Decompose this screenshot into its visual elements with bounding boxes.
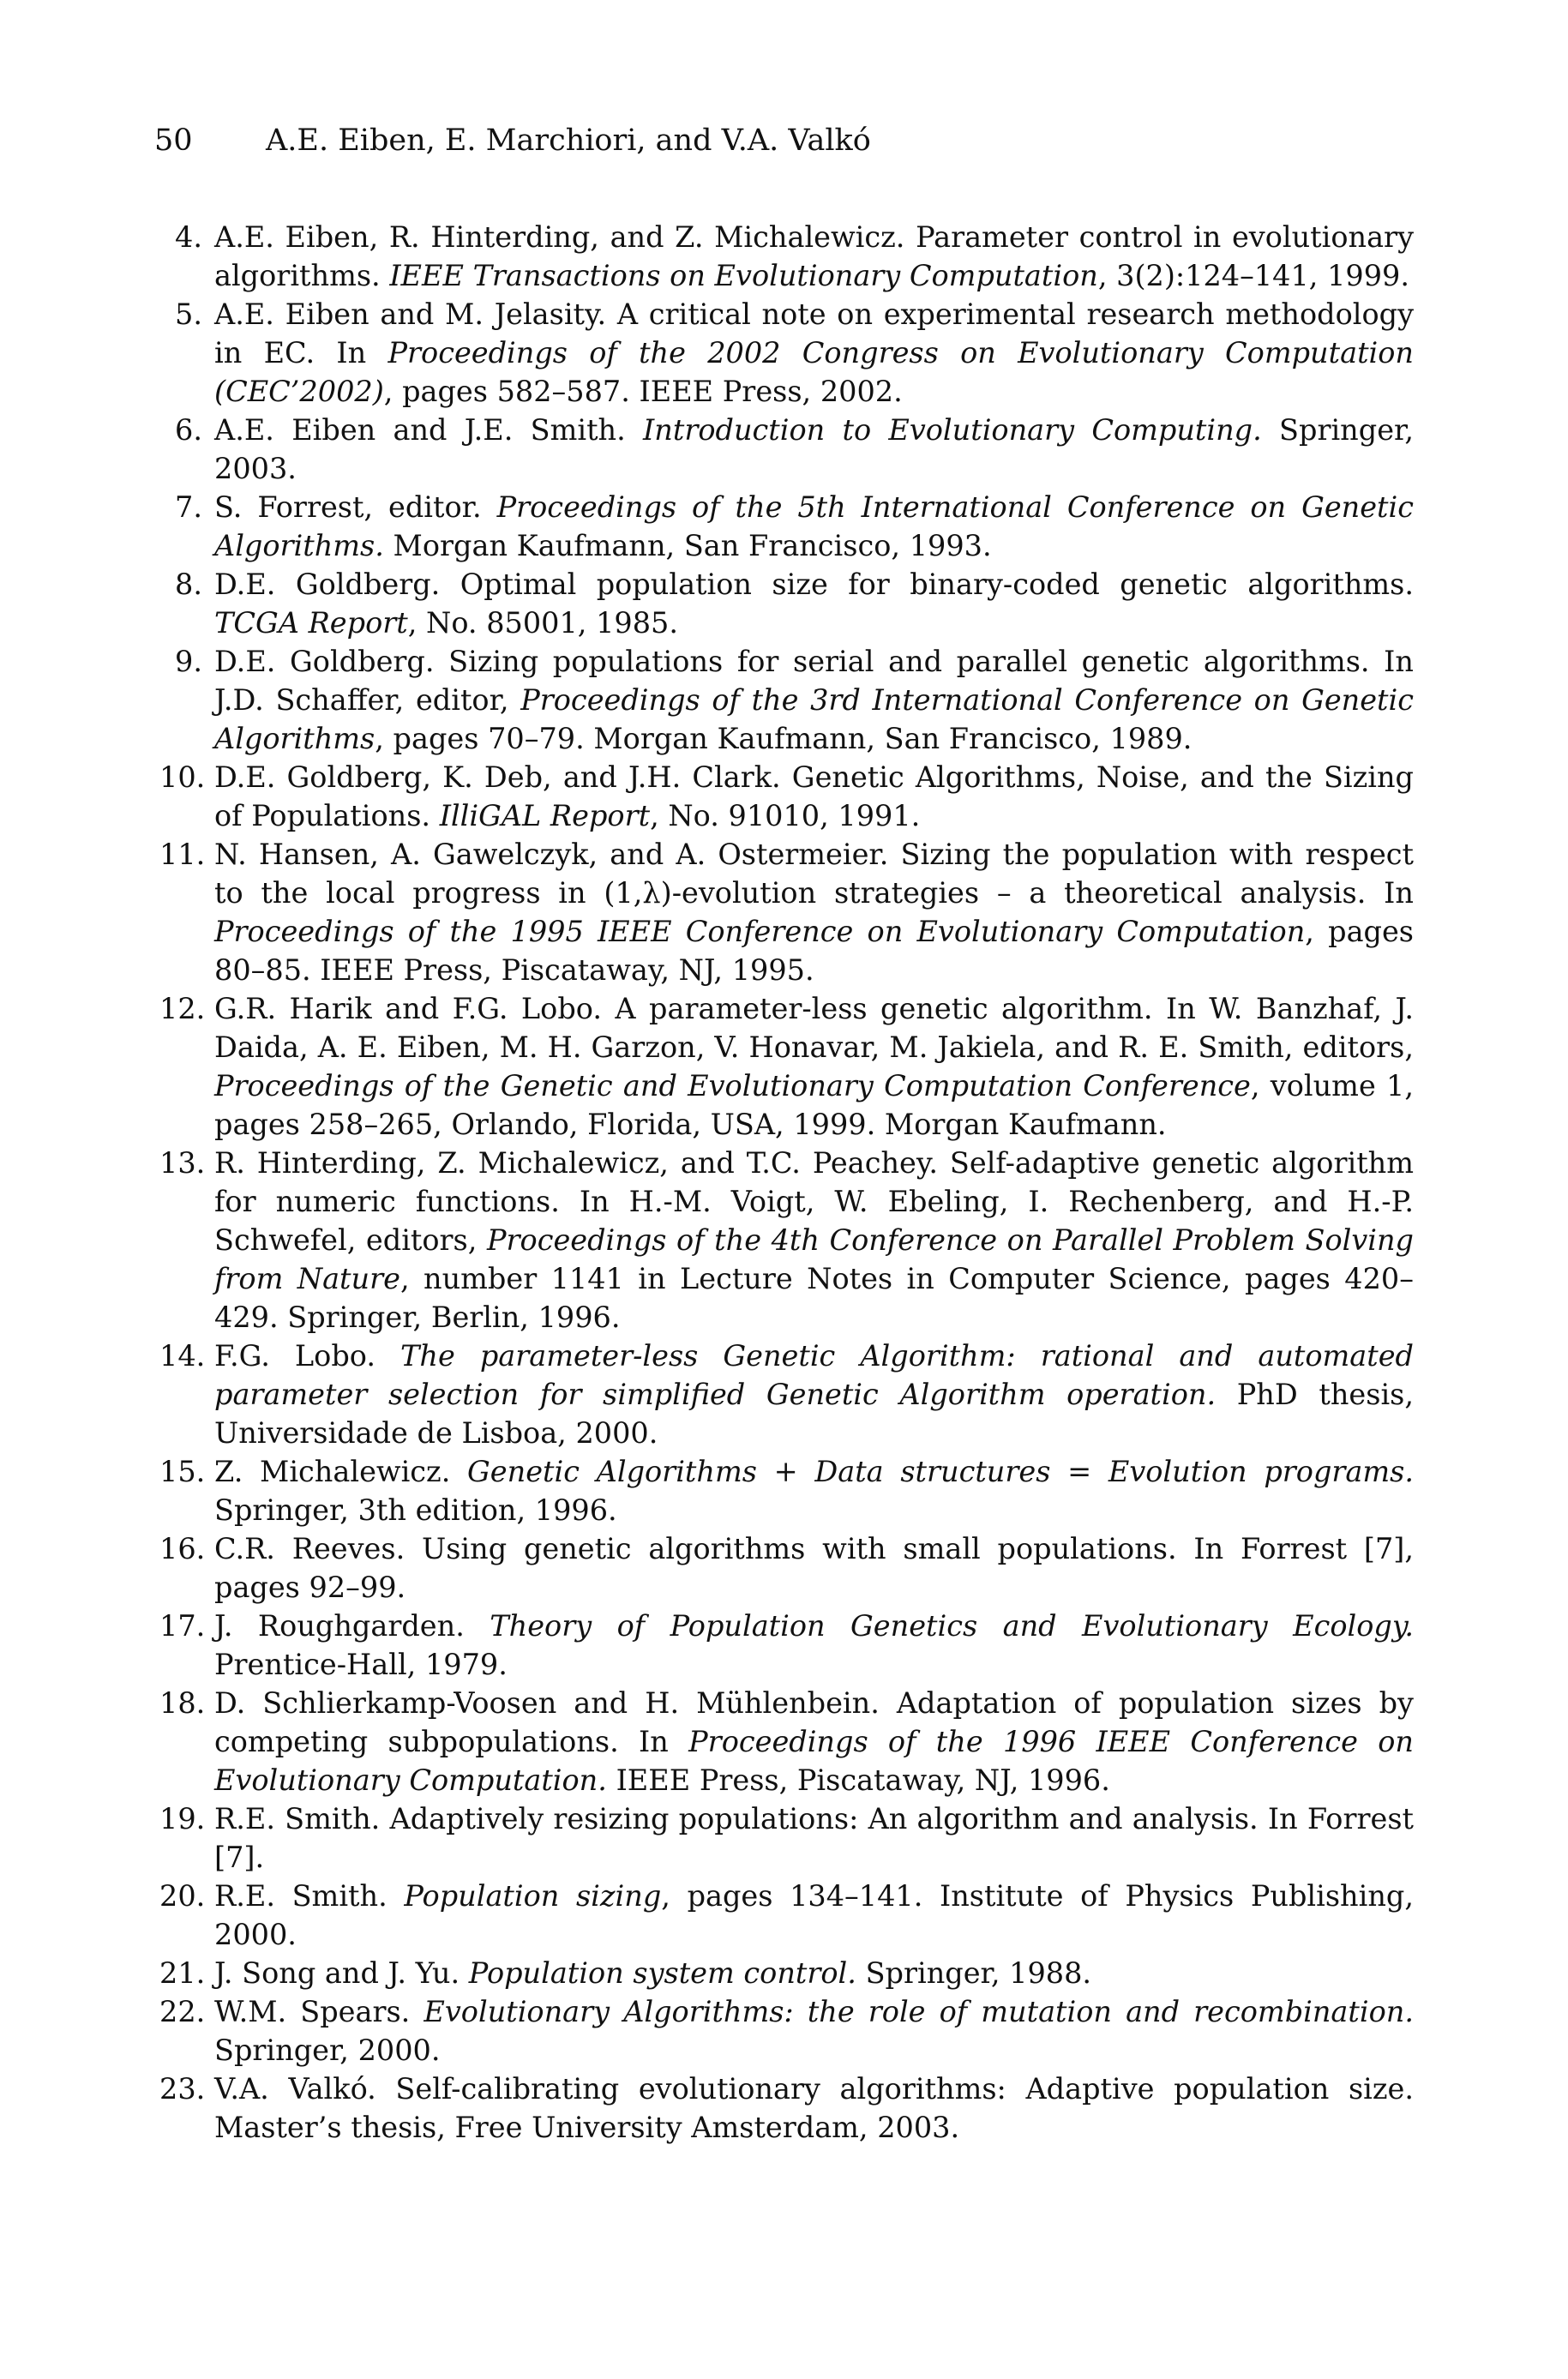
reference-number: 7.	[175, 490, 202, 524]
reference-title-italic: Theory of Population Genetics and Evolutionary Ecology.	[490, 1609, 1414, 1643]
reference-text	[214, 989, 1414, 1144]
reference-item	[165, 411, 1414, 488]
reference-title-italic: Proceedings of the 4th Conference on Parallel Problem Solving from Nature	[214, 1223, 1414, 1295]
reference-number: 10.	[159, 760, 206, 794]
reference-title-italic: IEEE Transactions on Evolutionary Computation	[389, 259, 1098, 292]
reference-text-segment: N. Hansen, A. Gawelczyk, and A. Ostermeier. Sizing the population with respect to the local progress in (1,λ)-evolution strategies – a theoretical analysis. In	[214, 838, 1414, 910]
reference-number: 19.	[159, 1802, 206, 1835]
reference-item	[159, 1877, 1415, 1954]
reference-text-segment: D.E. Goldberg. Sizing populations for serial and parallel genetic algorithms. In J.D. Schaffer, editor,	[214, 645, 1414, 717]
reference-text-segment: A.E. Eiben and J.E. Smith.	[214, 413, 644, 447]
reference-item	[165, 642, 1414, 758]
reference-title-italic: Population system control.	[468, 1956, 856, 1990]
reference-text	[214, 1954, 1414, 1992]
reference-text-segment: , pages 582–587. IEEE Press, 2002.	[383, 375, 903, 408]
reference-text-segment: Springer, 1988.	[856, 1956, 1092, 1990]
reference-text	[214, 1337, 1414, 1452]
reference-item	[159, 1954, 1414, 1992]
reference-item	[165, 565, 1414, 642]
reference-item	[159, 1452, 1414, 1529]
reference-text	[214, 411, 1414, 488]
reference-item	[159, 1607, 1414, 1684]
reference-title-italic: Evolutionary Algorithms: the role of mutation and recombination.	[424, 1995, 1414, 2028]
running-header	[154, 122, 871, 159]
reference-number: 13.	[159, 1146, 206, 1180]
reference-text-segment: PhD thesis, Universidade de Lisboa, 2000.	[214, 1378, 1414, 1450]
reference-text-segment: J. Song and J. Yu.	[214, 1956, 469, 1990]
reference-text-segment: Prentice-Hall, 1979.	[214, 1648, 508, 1681]
reference-text	[214, 488, 1414, 565]
reference-text-segment: R.E. Smith.	[214, 1879, 405, 1913]
reference-text	[214, 1144, 1414, 1337]
reference-text	[214, 835, 1414, 989]
reference-item	[159, 1337, 1414, 1452]
reference-number: 20.	[159, 1879, 206, 1913]
reference-number: 12.	[159, 992, 206, 1025]
reference-item	[165, 218, 1414, 295]
reference-text-segment: , number 1141 in Lecture Notes in Computer Science, pages 420–429. Springer, Berlin, 1996.	[214, 1262, 1414, 1334]
reference-text	[214, 2070, 1414, 2147]
reference-text-segment: Springer, 3th edition, 1996.	[214, 1493, 617, 1527]
reference-text	[214, 1877, 1414, 1954]
reference-number: 22.	[159, 1995, 206, 2028]
reference-number: 9.	[175, 645, 202, 678]
page-number: 50	[154, 123, 193, 158]
reference-text-segment: , pages 80–85. IEEE Press, Piscataway, NJ, 1995.	[214, 915, 1414, 987]
reference-list	[159, 218, 1415, 2147]
reference-text-segment: , No. 85001, 1985.	[407, 606, 678, 640]
reference-number: 18.	[159, 1686, 206, 1720]
reference-number: 6.	[175, 413, 202, 447]
reference-number: 23.	[159, 2072, 206, 2106]
reference-title-italic: TCGA Report	[214, 606, 408, 640]
reference-text	[214, 565, 1414, 642]
reference-text	[214, 642, 1414, 758]
reference-item	[159, 1144, 1414, 1337]
reference-text	[214, 1452, 1414, 1529]
reference-text	[214, 1607, 1414, 1684]
reference-title-italic: Proceedings of the 1995 IEEE Conference on Evolutionary Computation	[214, 915, 1306, 948]
reference-text-segment: Morgan Kaufmann, San Francisco, 1993.	[383, 529, 992, 562]
reference-title-italic: Proceedings of the 5th International Conference on Genetic Algorithms.	[214, 490, 1414, 562]
reference-title-italic: The parameter-less Genetic Algorithm: rational and automated parameter selection for simplified Genetic Algorithm operation.	[214, 1339, 1414, 1411]
reference-text-segment: , volume 1, pages 258–265, Orlando, Florida, USA, 1999. Morgan Kaufmann.	[214, 1069, 1414, 1141]
reference-text-segment: D.E. Goldberg, K. Deb, and J.H. Clark. Genetic Algorithms, Noise, and the Sizing of Populations.	[214, 760, 1414, 832]
reference-text-segment: V.A. Valkó. Self-calibrating evolutionary algorithms: Adaptive population size. Master’s thesis, Free University Amsterdam, 2003.	[214, 2072, 1414, 2144]
reference-text-segment: D.E. Goldberg. Optimal population size for binary-coded genetic algorithms.	[214, 568, 1414, 601]
reference-text-segment: , pages 70–79. Morgan Kaufmann, San Francisco, 1989.	[375, 722, 1193, 755]
reference-text-segment: W.M. Spears.	[214, 1995, 424, 2028]
reference-text	[214, 1992, 1414, 2070]
reference-item	[159, 758, 1414, 835]
reference-title-italic: Proceedings of the 1996 IEEE Conference on Evolutionary Computation.	[214, 1725, 1414, 1797]
reference-title-italic: Population sizing	[404, 1879, 662, 1913]
reference-text-segment: A.E. Eiben, R. Hinterding, and Z. Michalewicz. Parameter control in evolutionary algorithms.	[214, 220, 1414, 292]
reference-text-segment: A.E. Eiben and M. Jelasity. A critical note on experimental research methodology in EC. In	[214, 297, 1414, 369]
reference-text	[214, 295, 1414, 411]
reference-text-segment: IEEE Press, Piscataway, NJ, 1996.	[606, 1763, 1110, 1797]
reference-text-segment: J. Roughgarden.	[214, 1609, 490, 1643]
reference-item	[159, 2070, 1414, 2147]
reference-number: 17.	[159, 1609, 206, 1643]
reference-text-segment: , No. 91010, 1991.	[650, 799, 921, 832]
reference-number: 14.	[159, 1339, 206, 1373]
reference-text	[214, 1529, 1414, 1607]
reference-text	[214, 1684, 1414, 1799]
reference-text-segment: , 3(2):124–141, 1999.	[1097, 259, 1410, 292]
reference-title-italic: IlliGAL Report	[439, 799, 651, 832]
reference-item	[159, 1992, 1414, 2070]
reference-text-segment: , pages 134–141. Institute of Physics Publishing, 2000.	[214, 1879, 1415, 1951]
reference-text	[214, 218, 1414, 295]
reference-text-segment: Springer, 2003.	[214, 413, 1415, 485]
reference-item	[159, 1684, 1414, 1799]
reference-text-segment: R. Hinterding, Z. Michalewicz, and T.C. Peachey. Self-adaptive genetic algorithm for numeric functions. In H.-M. Voigt, W. Ebeling, I. Rechenberg, and H.-P. Schwefel, editors,	[214, 1146, 1414, 1257]
reference-number: 15.	[159, 1455, 206, 1488]
reference-text-segment: S. Forrest, editor.	[214, 490, 497, 524]
reference-title-italic: Introduction to Evolutionary Computing.	[643, 413, 1262, 447]
reference-number: 5.	[175, 297, 202, 331]
reference-item	[159, 1799, 1414, 1877]
reference-number: 4.	[175, 220, 202, 254]
reference-text-segment: G.R. Harik and F.G. Lobo. A parameter-less genetic algorithm. In W. Banzhaf, J. Daida, A. E. Eiben, M. H. Garzon, V. Honavar, M. Jakiela, and R. E. Smith, editors,	[214, 992, 1414, 1064]
reference-text-segment: Z. Michalewicz.	[214, 1455, 468, 1488]
reference-text	[214, 1799, 1414, 1877]
reference-number: 21.	[159, 1956, 206, 1990]
reference-number: 8.	[175, 568, 202, 601]
reference-title-italic: Proceedings of the Genetic and Evolutionary Computation Conference	[214, 1069, 1251, 1102]
running-header-authors: A.E. Eiben, E. Marchiori, and V.A. Valkó	[266, 123, 871, 158]
reference-text-segment: C.R. Reeves. Using genetic algorithms with small populations. In Forrest [7], pages 92–99.	[214, 1532, 1414, 1604]
reference-item	[159, 835, 1414, 989]
reference-number: 16.	[159, 1532, 206, 1565]
reference-text-segment: Springer, 2000.	[214, 2034, 441, 2067]
reference-title-italic: Genetic Algorithms + Data structures = Evolution programs.	[467, 1455, 1414, 1488]
reference-text-segment: D. Schlierkamp-Voosen and H. Mühlenbein. Adaptation of population sizes by competing subpopulations. In	[214, 1686, 1414, 1758]
reference-text	[214, 758, 1414, 835]
reference-text-segment: R.E. Smith. Adaptively resizing populations: An algorithm and analysis. In Forrest [7].	[214, 1802, 1414, 1874]
reference-title-italic: Proceedings of the 3rd International Conference on Genetic Algorithms	[214, 683, 1414, 755]
reference-number: 11.	[159, 838, 206, 871]
reference-title-italic: Proceedings of the 2002 Congress on Evolutionary Computation (CEC’2002)	[214, 336, 1414, 408]
reference-item	[165, 295, 1414, 411]
reference-text-segment: F.G. Lobo.	[214, 1339, 401, 1373]
reference-item	[159, 989, 1414, 1144]
reference-item	[159, 1529, 1414, 1607]
reference-item	[165, 488, 1414, 565]
